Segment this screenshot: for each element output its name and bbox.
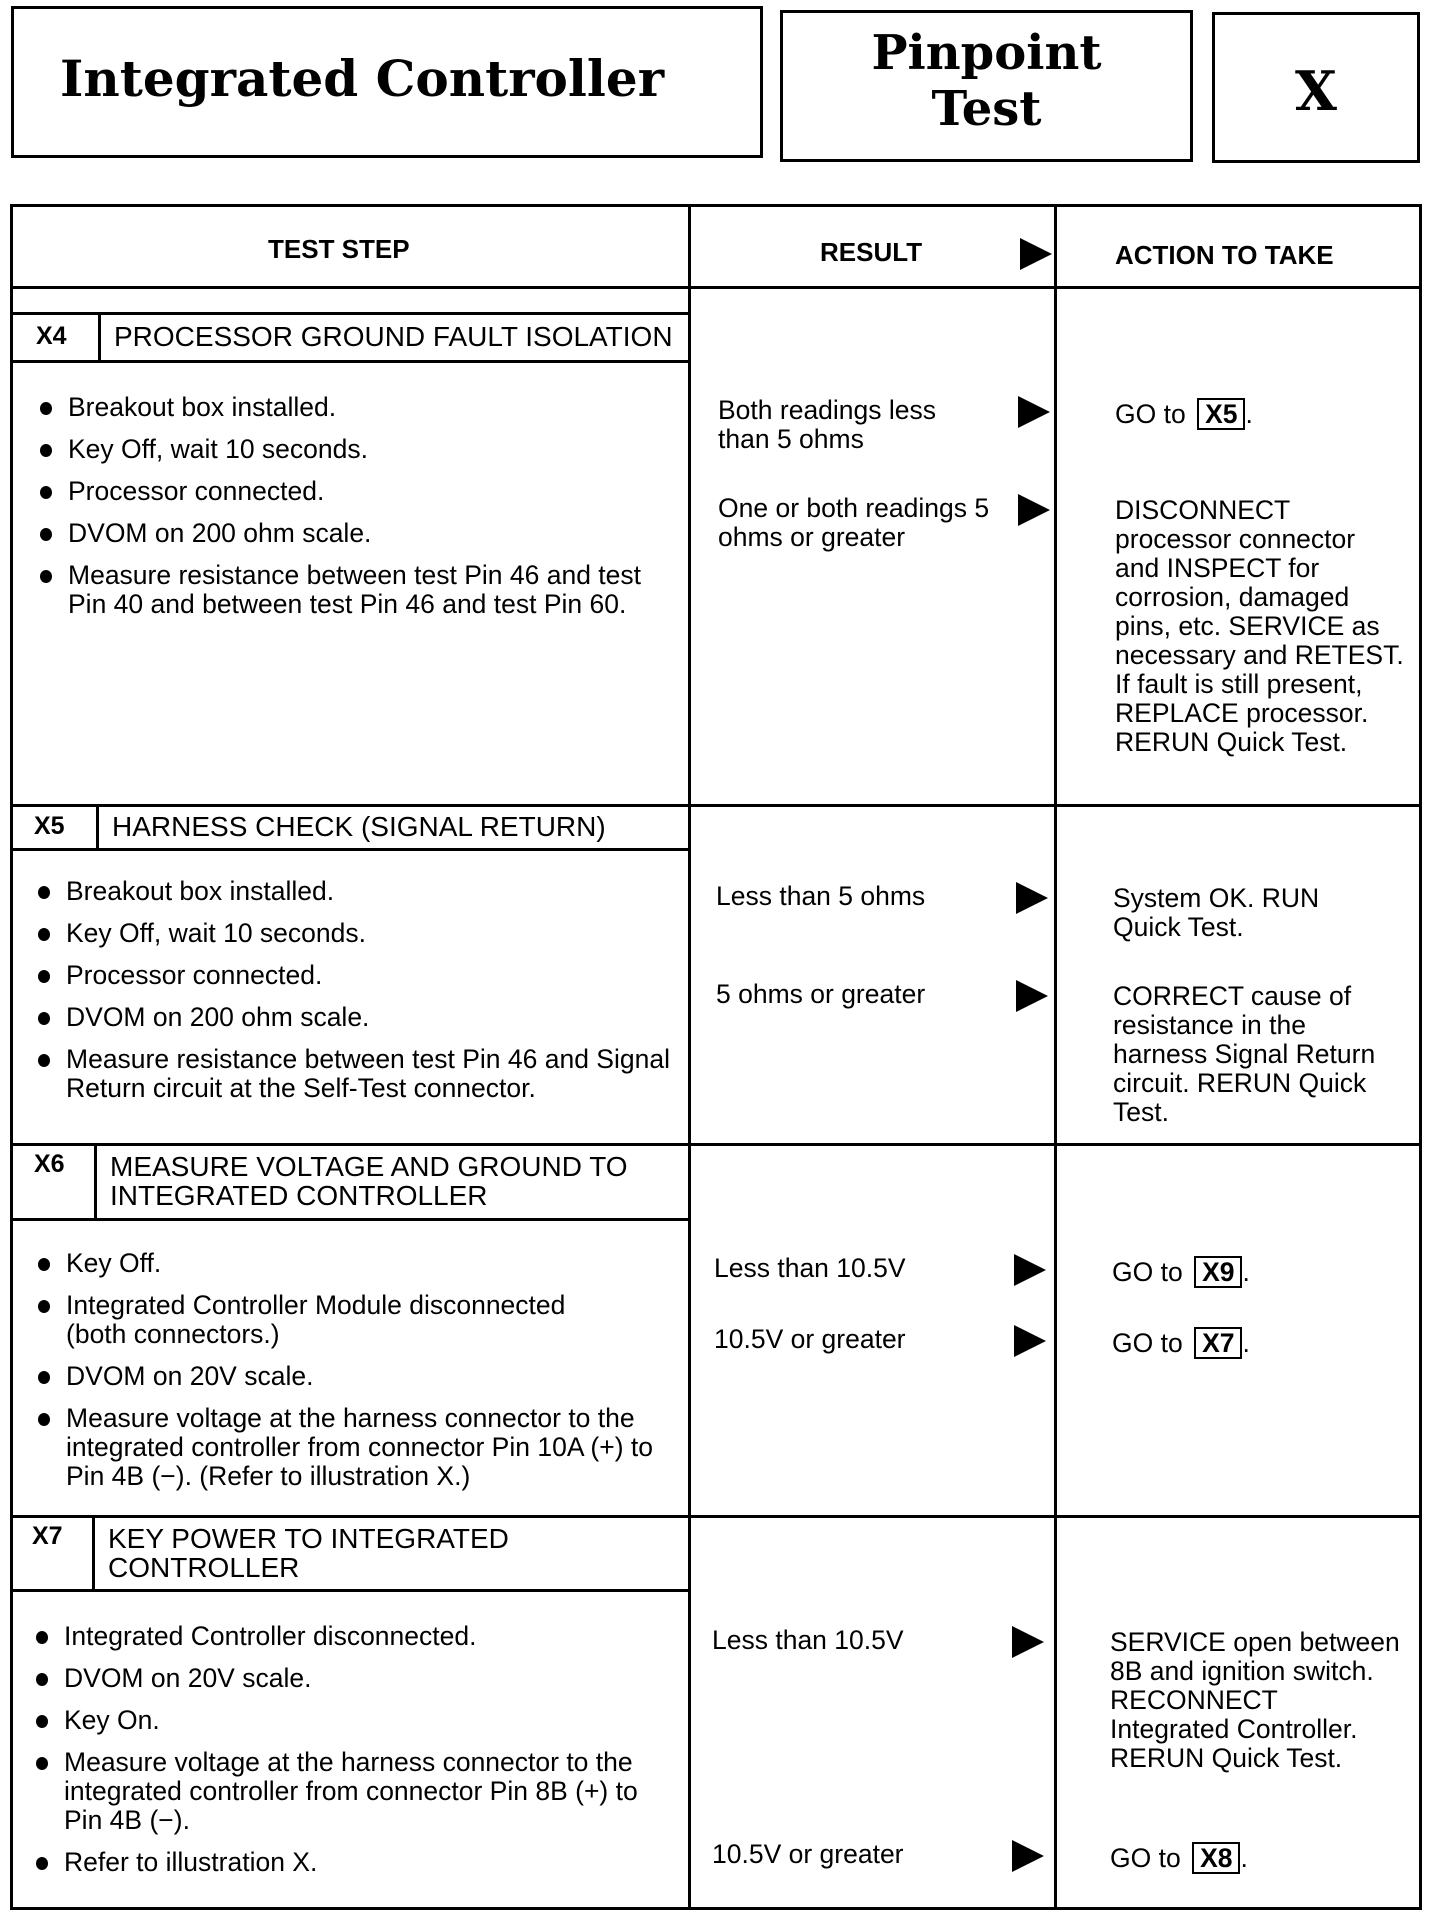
- action-suffix: .: [1242, 1328, 1250, 1358]
- list-item: Breakout box installed.: [36, 393, 656, 422]
- step-id: X7: [32, 1522, 63, 1550]
- test-type-line1: Pinpoint: [871, 25, 1102, 81]
- action-suffix: .: [1245, 399, 1253, 429]
- result-arrow-icon: [1012, 1840, 1044, 1872]
- spacer-divider: [10, 312, 690, 315]
- x5-title-bottom: [10, 848, 690, 851]
- test-type-box: [780, 10, 1193, 162]
- list-item: Refer to illustration X.: [32, 1848, 672, 1877]
- header-arrow-icon: [1020, 238, 1052, 270]
- result-text: Less than 5 ohms: [716, 881, 926, 911]
- list-item: Processor connected.: [36, 477, 656, 506]
- list-item: Key Off, wait 10 seconds.: [36, 435, 656, 464]
- header-divider: [10, 286, 1422, 289]
- step-title: PROCESSOR GROUND FAULT ISOLATION: [114, 321, 673, 352]
- x7-id-divider: [92, 1515, 95, 1591]
- col-header-action: ACTION TO TAKE: [1115, 240, 1334, 270]
- list-item: Breakout box installed.: [34, 877, 674, 906]
- step-title: HARNESS CHECK (SIGNAL RETURN): [112, 811, 606, 842]
- result-text: Less than 10.5V: [714, 1253, 906, 1283]
- result-arrow-icon: [1012, 1626, 1044, 1658]
- list-item: Measure voltage at the harness connector to the integrated controller from connector Pin 10A (+) to Pin 4B (−). (Refer to illustration X.): [34, 1404, 674, 1491]
- result-text: Less than 10.5V: [712, 1625, 904, 1655]
- result-arrow-icon: [1014, 1254, 1046, 1286]
- step-checklist: [34, 1249, 674, 1504]
- list-item: DVOM on 20V scale.: [34, 1362, 674, 1391]
- action-text: [1112, 1256, 1250, 1288]
- result-arrow-icon: [1018, 494, 1050, 526]
- list-item: Key On.: [32, 1706, 672, 1735]
- list-item: Key Off, wait 10 seconds.: [34, 919, 674, 948]
- action-prefix: GO to: [1115, 399, 1194, 429]
- step-ref-link[interactable]: X9: [1194, 1256, 1242, 1288]
- x5-top: [10, 804, 1422, 807]
- list-item: Key Off.: [34, 1249, 674, 1278]
- action-suffix: .: [1240, 1843, 1248, 1873]
- col-header-result: RESULT: [820, 237, 923, 267]
- test-code: X: [1295, 59, 1337, 123]
- action-text: [1112, 1327, 1250, 1359]
- list-item: DVOM on 200 ohm scale.: [36, 519, 656, 548]
- x6-id-divider: [94, 1143, 97, 1220]
- step-id: X4: [36, 322, 67, 350]
- x7-top: [10, 1515, 1422, 1518]
- action-text: System OK. RUN Quick Test.: [1113, 883, 1320, 942]
- result-text: One or both readings 5 ohms or greater: [718, 493, 990, 552]
- action-suffix: .: [1242, 1257, 1250, 1287]
- action-text: [1110, 1842, 1248, 1874]
- result-arrow-icon: [1018, 396, 1050, 428]
- list-item: DVOM on 200 ohm scale.: [34, 1003, 674, 1032]
- action-prefix: GO to: [1112, 1328, 1191, 1358]
- x5-id-divider: [96, 804, 99, 850]
- x6-title-bottom: [10, 1218, 690, 1221]
- action-prefix: GO to: [1112, 1257, 1191, 1287]
- result-text: Both readings less than 5 ohms: [718, 395, 937, 454]
- list-item: Measure voltage at the harness connector to the integrated controller from connector Pin 8B (+) to Pin 4B (−).: [32, 1748, 672, 1835]
- result-text: 10.5V or greater: [712, 1839, 904, 1869]
- x6-top: [10, 1143, 1422, 1146]
- action-text: [1115, 398, 1253, 430]
- result-arrow-icon: [1016, 882, 1048, 914]
- step-ref-link[interactable]: X7: [1194, 1327, 1242, 1359]
- list-item: Measure resistance between test Pin 46 and test Pin 40 and between test Pin 46 and test Pin 60.: [36, 561, 656, 619]
- step-ref-link[interactable]: X5: [1197, 398, 1245, 430]
- result-text: 10.5V or greater: [714, 1324, 906, 1354]
- step-id: X6: [34, 1150, 65, 1178]
- x4-title-bottom: [10, 360, 690, 363]
- step-checklist: [36, 393, 656, 632]
- x7-title-bottom: [10, 1589, 690, 1592]
- step-checklist: [32, 1622, 672, 1890]
- test-type-line2: Test: [931, 81, 1042, 137]
- page-title: Integrated Controller: [60, 49, 665, 108]
- step-title: MEASURE VOLTAGE AND GROUND TO INTEGRATED CONTROLLER: [110, 1151, 628, 1211]
- step-checklist: [34, 877, 674, 1116]
- list-item: Integrated Controller Module disconnected (both connectors.): [34, 1291, 626, 1349]
- col-header-test-step: TEST STEP: [268, 234, 410, 264]
- result-arrow-icon: [1016, 980, 1048, 1012]
- step-title: KEY POWER TO INTEGRATED CONTROLLER: [108, 1523, 509, 1583]
- step-ref-link[interactable]: X8: [1192, 1842, 1240, 1874]
- result-text: 5 ohms or greater: [716, 979, 926, 1009]
- action-text: SERVICE open between 8B and ignition switch. RECONNECT Integrated Controller. RERUN Quick Test.: [1110, 1627, 1400, 1773]
- title-box: [11, 6, 763, 158]
- step-id: X5: [34, 812, 65, 840]
- col-divider-2: [1054, 204, 1057, 1910]
- list-item: Measure resistance between test Pin 46 and Signal Return circuit at the Self-Test connector.: [34, 1045, 674, 1103]
- list-item: DVOM on 20V scale.: [32, 1664, 672, 1693]
- action-prefix: GO to: [1110, 1843, 1189, 1873]
- list-item: Integrated Controller disconnected.: [32, 1622, 672, 1651]
- list-item: Processor connected.: [34, 961, 674, 990]
- action-text: CORRECT cause of resistance in the harness Signal Return circuit. RERUN Quick Test.: [1113, 981, 1376, 1127]
- col-divider-1: [688, 204, 691, 1910]
- action-text: DISCONNECT processor connector and INSPECT for corrosion, damaged pins, etc. SERVICE as necessary and RETEST. If fault is still present, REPLACE processor. RERUN Quick Test.: [1115, 495, 1404, 757]
- test-code-box: [1212, 12, 1420, 163]
- result-arrow-icon: [1014, 1325, 1046, 1357]
- x4-id-divider: [98, 312, 101, 362]
